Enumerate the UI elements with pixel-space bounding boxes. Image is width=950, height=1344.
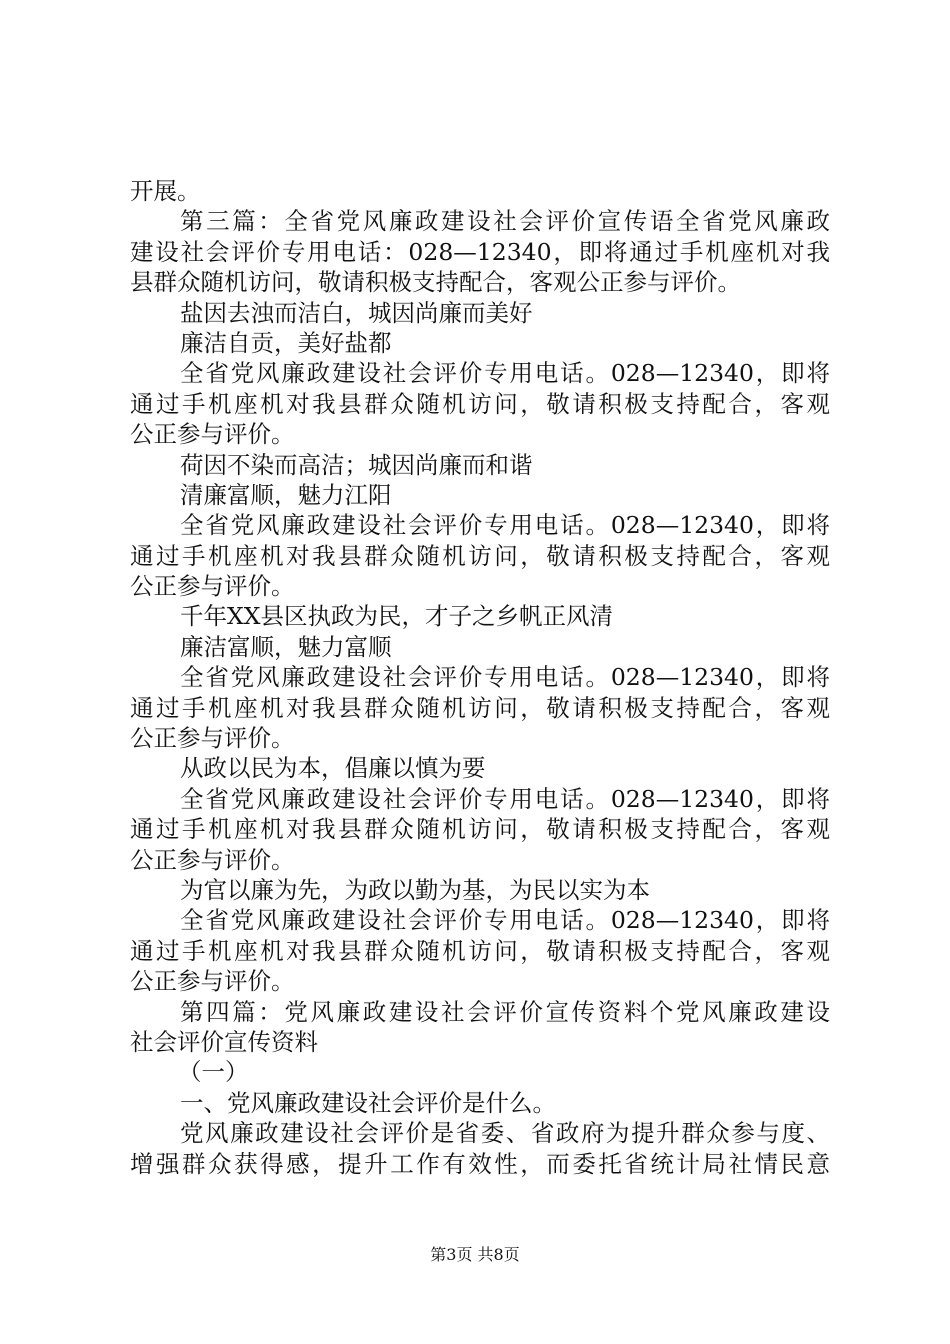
text-line: 公正参与评价。 <box>130 724 295 753</box>
text-line: 公正参与评价。 <box>130 845 295 874</box>
text-line: 公正参与评价。 <box>130 967 295 996</box>
text-line: 建设社会评价专用电话：028—12340，即将通过手机座机对我 <box>130 237 830 266</box>
text-line: 全省党风廉政建设社会评价专用电话。028—12340，即将 <box>180 784 830 813</box>
text-line: 千年XX县区执政为民，才子之乡帆正风清 <box>180 602 613 631</box>
text-line: 从政以民为本，倡廉以慎为要 <box>180 754 486 783</box>
text-line: 通过手机座机对我县群众随机访问，敬请积极支持配合，客观 <box>130 389 830 418</box>
text-line: 一、党风廉政建设社会评价是什么。 <box>180 1088 556 1117</box>
text-line: 为官以廉为先，为政以勤为基，为民以实为本 <box>180 875 650 904</box>
text-line: 县群众随机访问，敬请积极支持配合，客观公正参与评价。 <box>130 268 741 297</box>
text-line: 全省党风廉政建设社会评价专用电话。028—12340，即将 <box>180 511 830 540</box>
text-line: 社会评价宣传资料 <box>130 1027 318 1056</box>
text-line: （一） <box>178 1058 249 1087</box>
text-line: 全省党风廉政建设社会评价专用电话。028—12340，即将 <box>180 906 830 935</box>
text-line: 通过手机座机对我县群众随机访问，敬请积极支持配合，客观 <box>130 815 830 844</box>
text-line: 盐因去浊而洁白，城因尚廉而美好 <box>180 298 533 327</box>
text-line: 公正参与评价。 <box>130 420 295 449</box>
text-line: 通过手机座机对我县群众随机访问，敬请积极支持配合，客观 <box>130 693 830 722</box>
text-line: 荷因不染而高洁；城因尚廉而和谐 <box>180 450 533 479</box>
page-footer: 第3页 共8页 <box>430 1245 520 1264</box>
text-line: 党风廉政建设社会评价是省委、省政府为提升群众参与度、 <box>180 1119 830 1148</box>
text-line: 全省党风廉政建设社会评价专用电话。028—12340，即将 <box>180 663 830 692</box>
text-line: 清廉富顺，魅力江阳 <box>180 480 392 509</box>
text-line: 第三篇：全省党风廉政建设社会评价宣传语全省党风廉政 <box>180 207 830 236</box>
text-line: 全省党风廉政建设社会评价专用电话。028—12340，即将 <box>180 359 830 388</box>
text-line: 廉洁自贡，美好盐都 <box>180 328 392 357</box>
text-line: 增强群众获得感，提升工作有效性，而委托省统计局社情民意 <box>130 1149 830 1178</box>
text-line: 开展。 <box>130 177 201 205</box>
text-line: 公正参与评价。 <box>130 572 295 601</box>
text-line: 通过手机座机对我县群众随机访问，敬请积极支持配合，客观 <box>130 541 830 570</box>
text-line: 廉洁富顺，魅力富顺 <box>180 632 392 661</box>
document-body <box>130 176 830 1179</box>
text-line: 第四篇：党风廉政建设社会评价宣传资料个党风廉政建设 <box>180 997 830 1026</box>
text-line: 通过手机座机对我县群众随机访问，敬请积极支持配合，客观 <box>130 936 830 965</box>
